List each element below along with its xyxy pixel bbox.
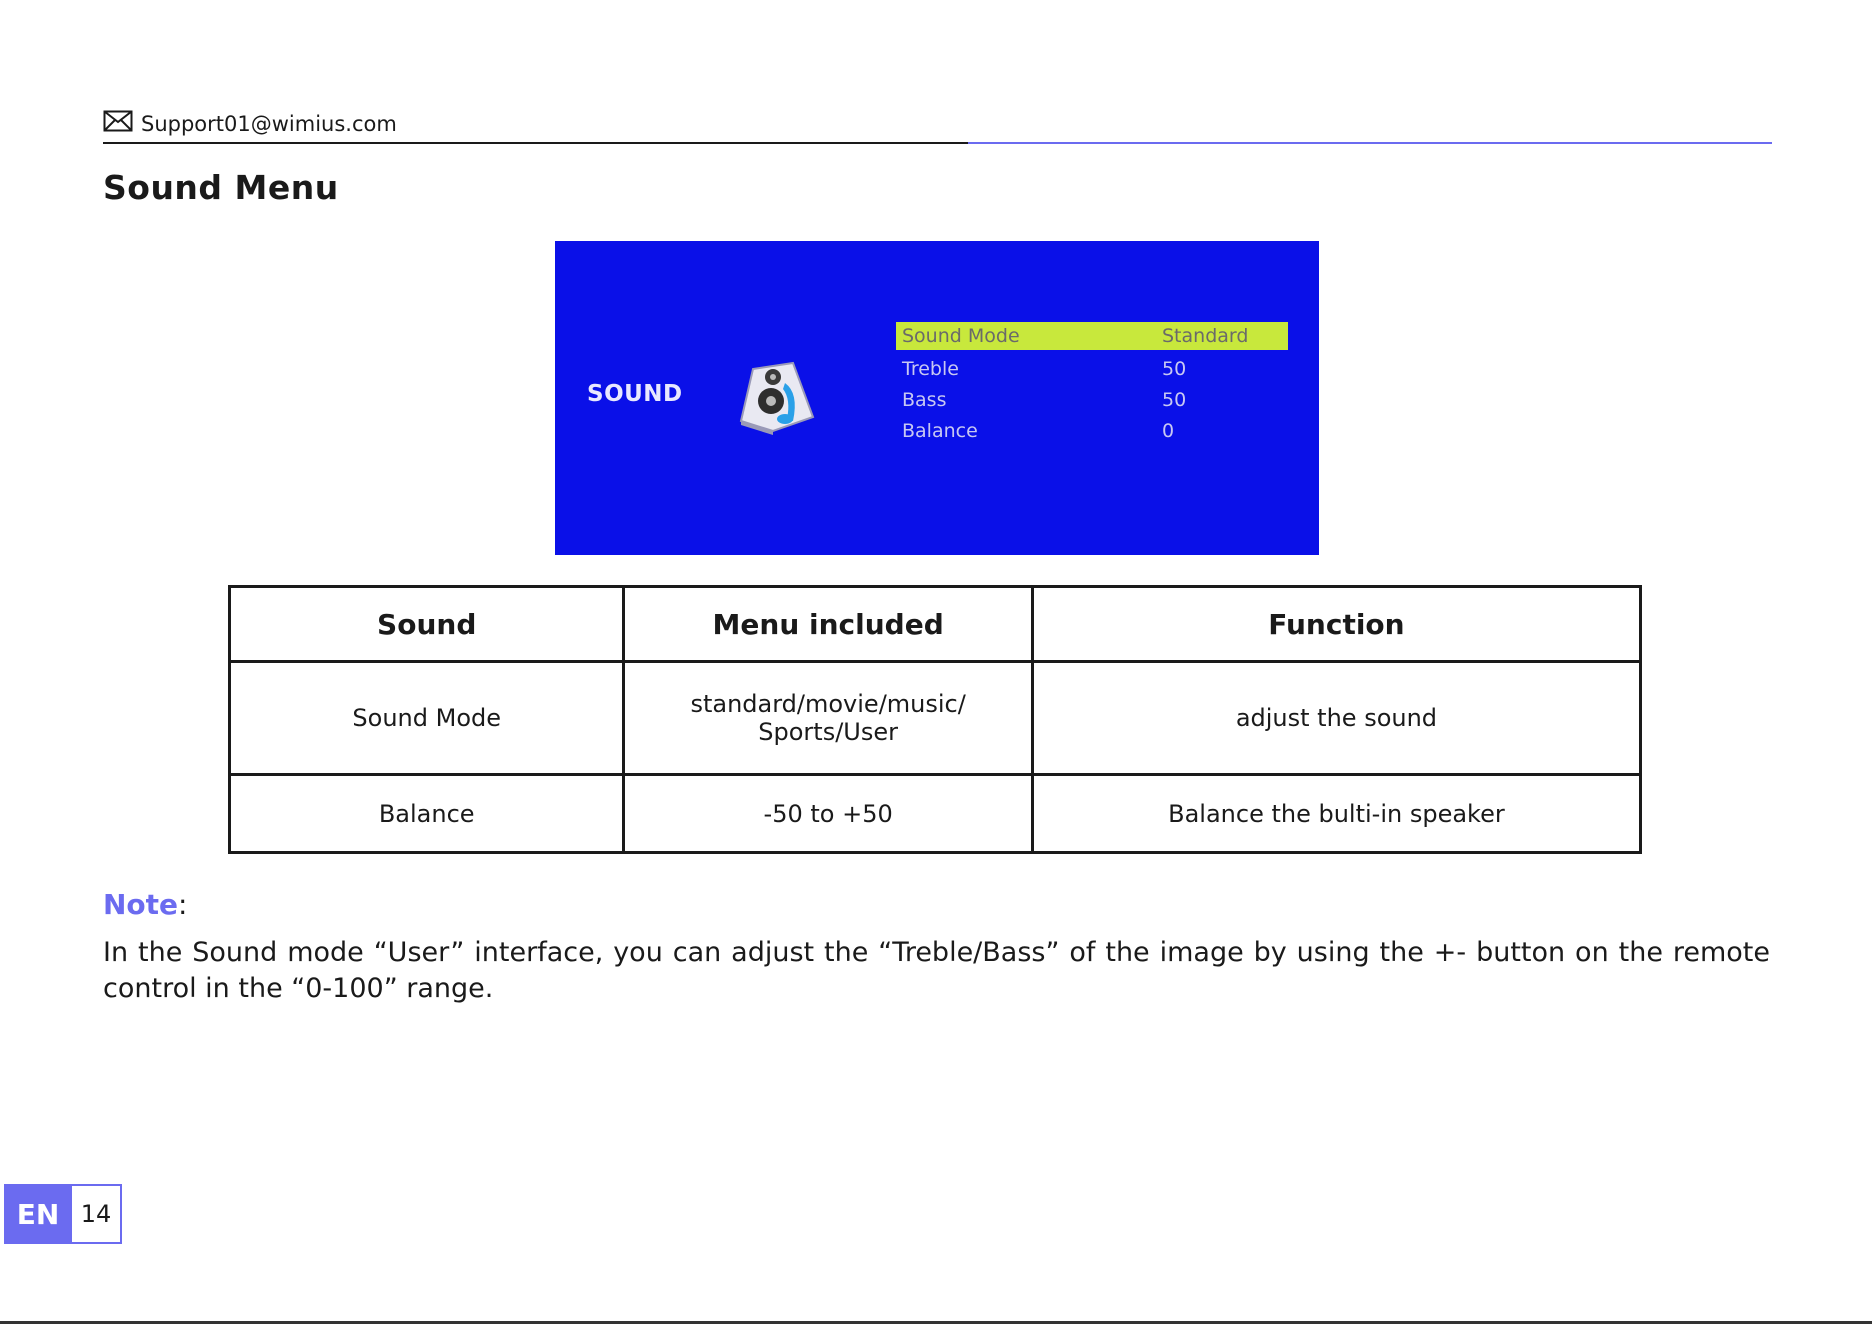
language-badge: EN [4, 1184, 72, 1244]
table-row [230, 662, 1641, 775]
sound-spec-table [228, 585, 1642, 854]
note-text: In the Sound mode “User” interface, you can adjust the “Treble/Bass” of the image by using the +- button on the remote control in the “0-100” range. [103, 937, 1770, 1004]
osd-item-label: Treble [902, 358, 959, 380]
mail-icon [103, 110, 133, 137]
header-menu-included: Menu included [624, 587, 1032, 662]
cell-function: Balance the bulti-in speaker [1032, 775, 1640, 853]
osd-item-value: Standard [1162, 325, 1249, 347]
page-number: 14 [72, 1184, 122, 1244]
header-rule-accent [968, 142, 1772, 144]
note-colon: : [178, 888, 188, 921]
header-sound: Sound [230, 587, 624, 662]
osd-item-bass[interactable] [896, 385, 1288, 416]
osd-item-label: Sound Mode [902, 325, 1020, 347]
osd-item-treble[interactable] [896, 354, 1288, 385]
page-title: Sound Menu [103, 168, 339, 207]
osd-item-value: 50 [1162, 389, 1187, 411]
header-rule-dark [103, 142, 968, 144]
cell-function: adjust the sound [1032, 662, 1640, 775]
osd-section-label: SOUND [587, 381, 683, 407]
note-label: Note [103, 888, 179, 921]
cell-sound: Sound Mode [230, 662, 624, 775]
osd-item-balance[interactable] [896, 416, 1288, 447]
osd-item-value: 50 [1162, 358, 1187, 380]
cell-menu-included [624, 662, 1032, 775]
cell-menu-line: standard/movie/music/ [690, 690, 966, 718]
osd-item-value: 0 [1162, 420, 1175, 442]
table-header-row [230, 587, 1641, 662]
cell-sound: Balance [230, 775, 624, 853]
table-row [230, 775, 1641, 853]
support-email-header [103, 110, 397, 137]
speaker-icon [733, 359, 819, 435]
header-function: Function [1032, 587, 1640, 662]
osd-item-sound-mode[interactable] [896, 322, 1288, 350]
cell-menu-line: Sports/User [758, 718, 899, 746]
support-email: Support01@wimius.com [141, 111, 397, 136]
cell-menu-included: -50 to +50 [624, 775, 1032, 853]
note-heading [103, 888, 187, 921]
osd-item-label: Bass [902, 389, 947, 411]
osd-item-label: Balance [902, 420, 978, 442]
sound-osd-screenshot [555, 241, 1319, 555]
osd-sound-menu [896, 322, 1288, 447]
